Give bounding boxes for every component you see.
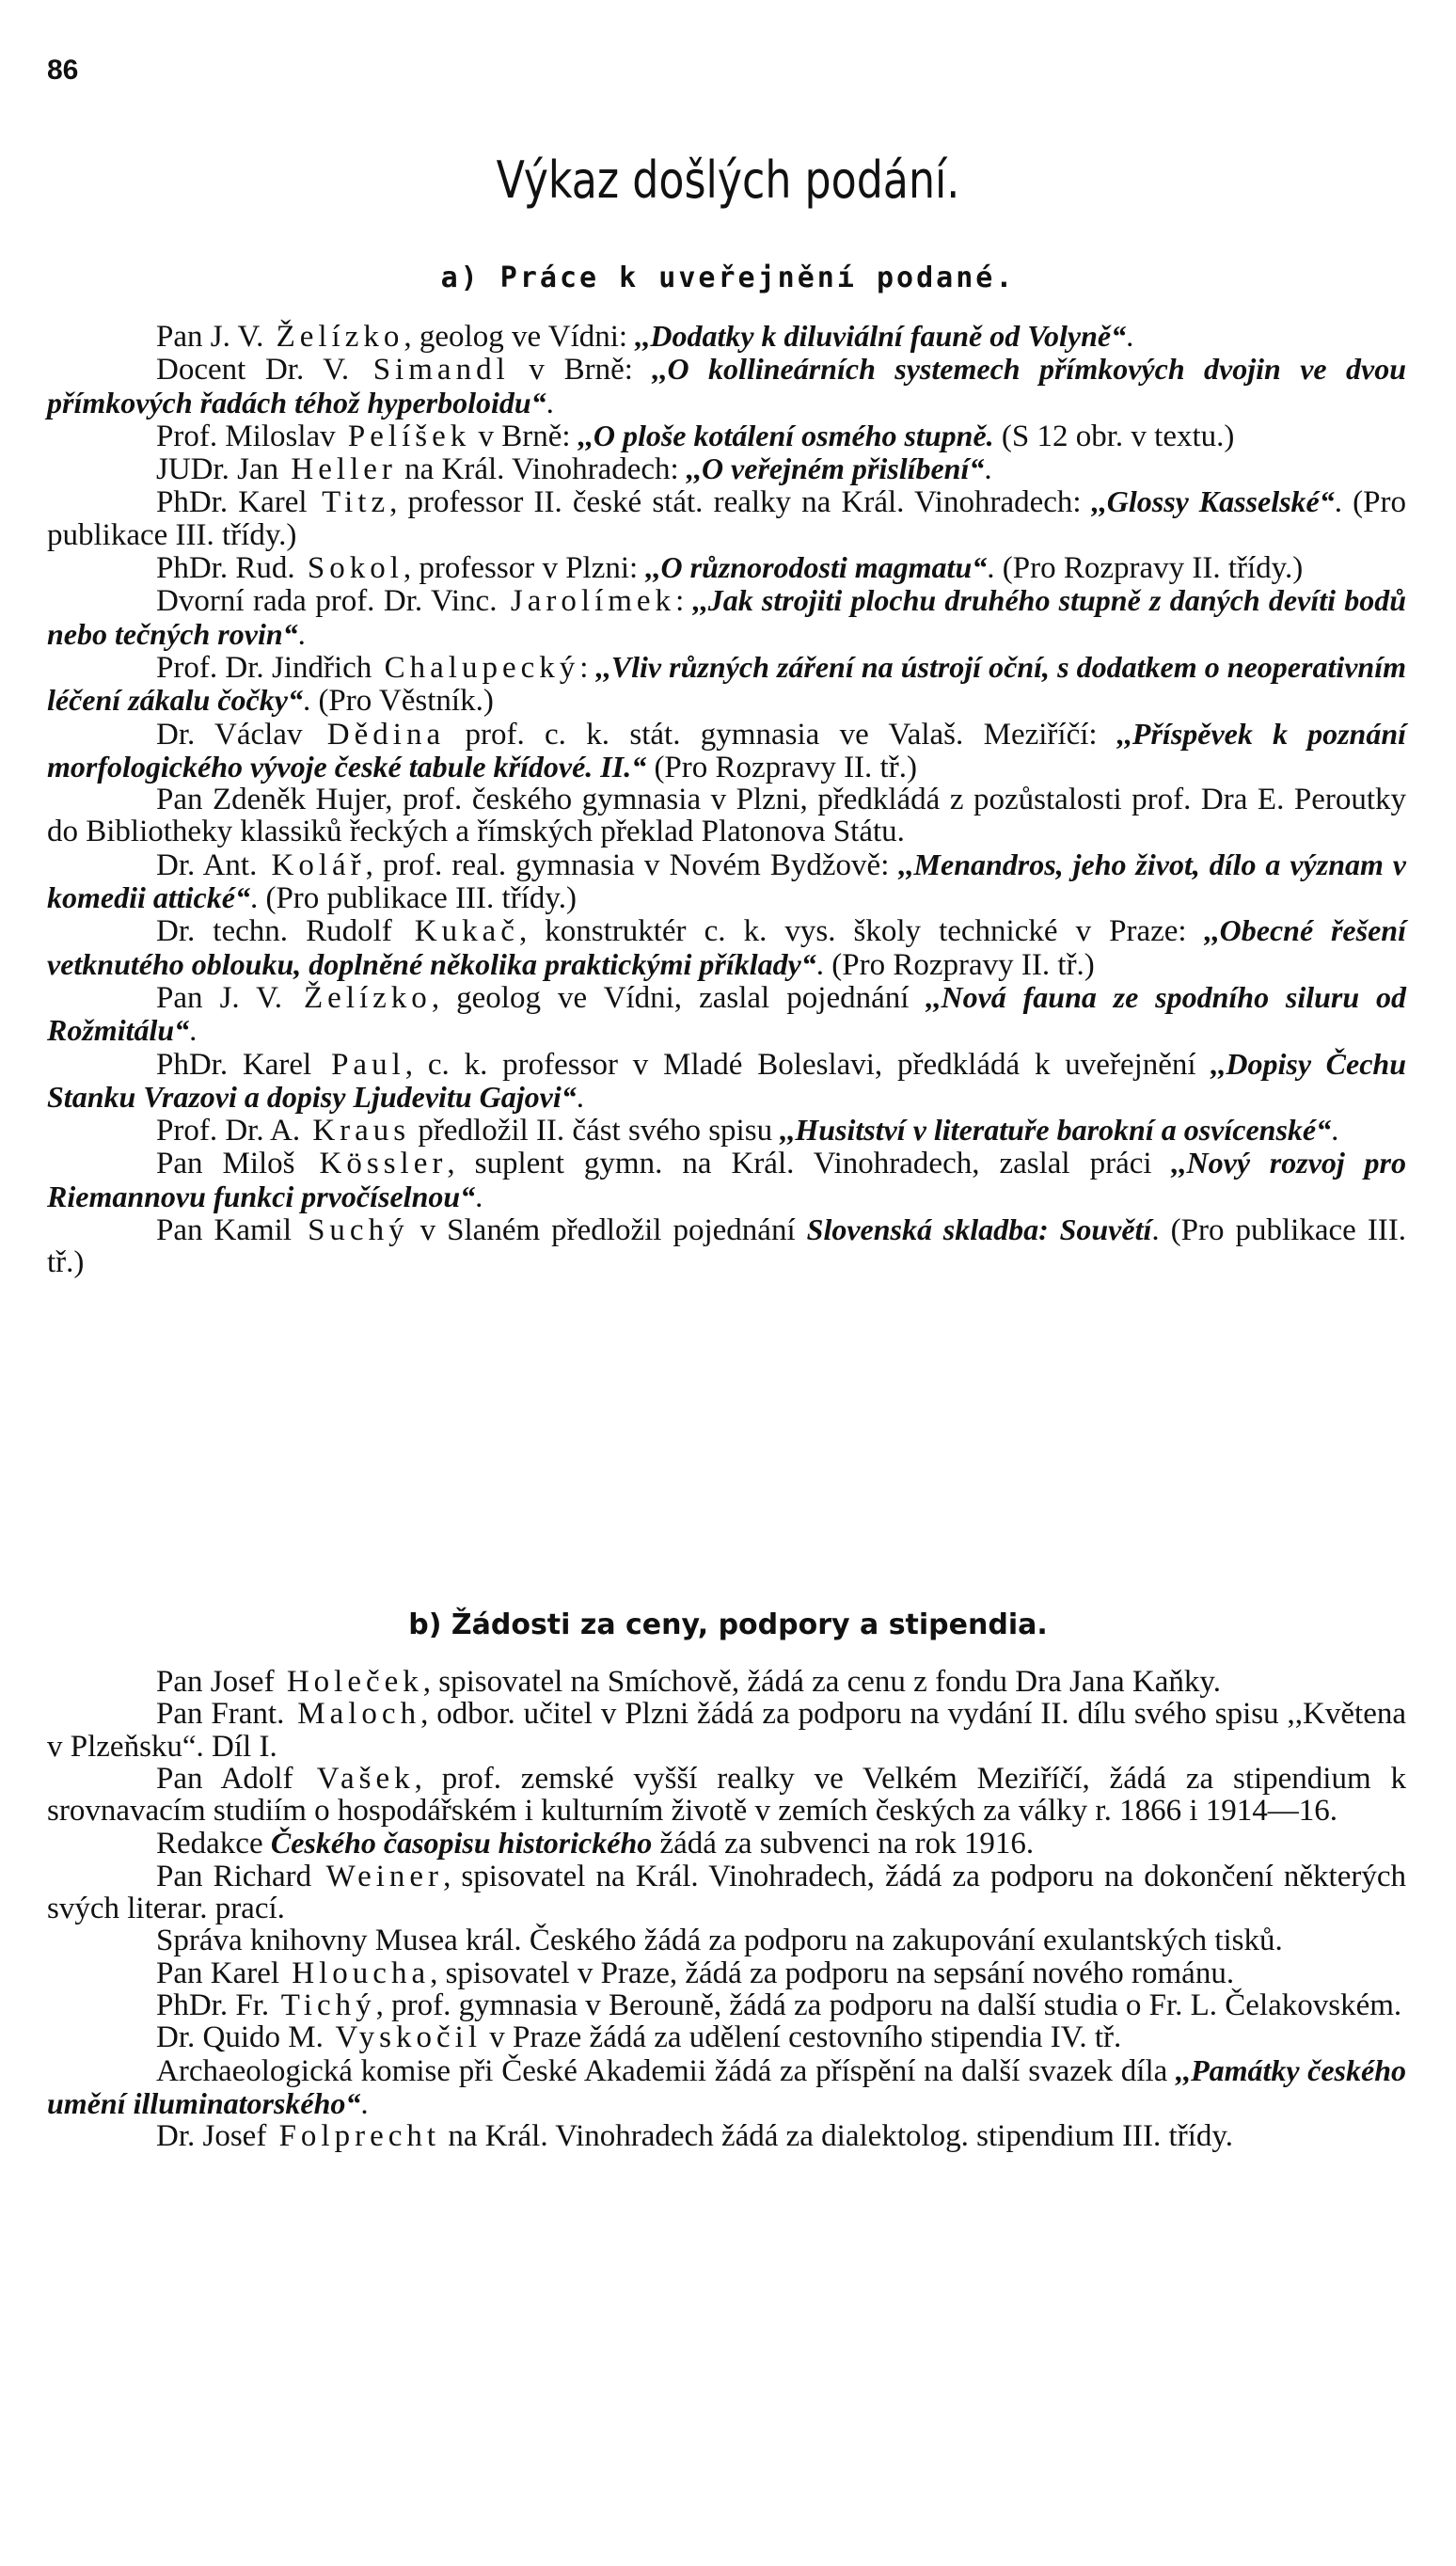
entry: [47, 2120, 1406, 2152]
page-number: 86: [47, 55, 79, 86]
entry-name: Jarolímek: [497, 584, 676, 619]
entry-pre: Dvorní rada prof. Dr. Vinc.: [156, 584, 498, 619]
entry-name: Folprecht: [266, 2119, 441, 2154]
entry-post: . (Pro publikace III. třídy.): [47, 485, 1407, 552]
entry-title: ,,Nový rozvoj pro Riemannovu funkci prvočíselnou“: [47, 1146, 1407, 1213]
entry-pre: PhDr. Karel: [156, 1047, 312, 1082]
entry-title: ,,Husitství v literatuře barokní a osvícenské“: [780, 1113, 1332, 1148]
entry-post: . (Pro Věstník.): [302, 684, 494, 719]
entry-mid: , geolog ve Vídni:: [404, 320, 636, 354]
entry-mid: , prof. gymnasia v Berouně, žádá za podporu na další studia o Fr. L. Čelakovském.: [375, 1988, 1402, 2022]
entry-pre: Redakce: [156, 1827, 271, 1861]
entry-pre: Dr. Ant.: [156, 847, 258, 882]
entry-title: Slovenská skladba: Souvětí: [806, 1212, 1152, 1247]
entry-post: .: [546, 386, 554, 420]
entry-post: .: [1331, 1114, 1339, 1148]
entry-mid: předložil II. část svého spisu: [410, 1114, 781, 1148]
entry-mid: prof. c. k. stát. gymnasia ve Valaš. Meziříčí:: [445, 717, 1117, 752]
entry: [47, 914, 1406, 981]
entry: [47, 551, 1406, 584]
entry-name: Sokol: [294, 551, 404, 586]
entry-mid: :: [579, 650, 596, 685]
entry-pre: Pan Zdeněk Hujer, prof. českého gymnasia v Plzni, předkládá z pozůstalosti prof. Dra E. Peroutky do Bibliotheky klassiků řeckých a římských překlad Platonova Státu.: [47, 783, 1406, 849]
entry-mid: , prof. real. gymnasia v Novém Bydžově:: [365, 847, 899, 882]
entry-mid: , spisovatel na Král. Vinohradech, žádá za podporu na dokončení některých svých literar. prací.: [47, 1859, 1406, 1926]
entry-pre: Dr. Václav: [156, 717, 303, 752]
entry: [47, 1989, 1406, 2021]
entry: [47, 320, 1406, 353]
entry-post: .: [984, 452, 992, 487]
entry-name: Maloch: [284, 1697, 421, 1732]
entry-mid: :: [675, 584, 693, 619]
entry-pre: Prof. Miloslav: [156, 419, 336, 453]
entry-pre: PhDr. Fr.: [156, 1988, 270, 2022]
entry-post: . (Pro Rozpravy II. třídy.): [987, 551, 1304, 586]
entry: [47, 420, 1406, 452]
entry-pre: Prof. Dr. A.: [156, 1114, 301, 1148]
entry: [47, 1827, 1406, 1860]
section-a-heading: a) Práce k uveřejnění podané.: [440, 261, 1016, 294]
entry-name: Weiner: [311, 1859, 444, 1893]
entry-post: .: [576, 1080, 584, 1115]
entry-post: .: [1126, 320, 1134, 354]
entry-pre: Pan Frant.: [156, 1697, 285, 1732]
entry: [47, 718, 1406, 784]
entry-pre: Pan J. V.: [156, 980, 282, 1015]
entry-mid: , c. k. professor v Mladé Boleslavi, předkládá k uveřejnění: [404, 1047, 1211, 1082]
entry: [47, 848, 1406, 915]
entry-mid: , konstruktér c. k. vys. školy technické v Praze:: [518, 914, 1205, 949]
entry: [47, 1666, 1406, 1698]
section-b-heading: b) Žádosti za ceny, podpory a stipendia.: [408, 1608, 1048, 1641]
entry-name: Holeček: [274, 1665, 423, 1699]
entry: [47, 1048, 1406, 1115]
entry-name: Kolář: [257, 847, 366, 882]
entry-mid: v Brně:: [509, 353, 653, 388]
entry-pre: Pan Kamil: [156, 1213, 293, 1248]
entry-mid: na Král. Vinohradech žádá za dialektolog. stipendium III. třídy.: [440, 2119, 1233, 2154]
entry: [47, 485, 1406, 551]
entry-mid: , professor II. české stát. realky na Král. Vinohradech:: [389, 485, 1092, 520]
entry-post: žádá za subvenci na rok 1916.: [652, 1827, 1035, 1861]
entry-mid: , odbor. učitel v Plzni žádá za podporu na vydání II. dílu svého spisu ,,Květena v Plzeňsku“. Díl I.: [47, 1697, 1406, 1764]
entry-post: (Pro Rozpravy II. tř.): [646, 750, 917, 784]
entry-title: ,,Dodatky k diluviální fauně od Volyně“: [635, 319, 1127, 353]
entry: [47, 452, 1406, 485]
entry-name: Kössler: [294, 1147, 448, 1181]
entry-pre: Docent Dr. V.: [156, 353, 350, 388]
entry-mid: , suplent gymn. na Král. Vinohradech, zaslal práci: [447, 1147, 1172, 1181]
entry-post: . (Pro Rozpravy II. tř.): [815, 947, 1095, 982]
entry-mid: , geolog ve Vídni, zaslal pojednání: [431, 980, 926, 1015]
entry-mid: , professor v Plzni:: [403, 551, 646, 586]
entry-pre: Pan Karel: [156, 1956, 280, 1990]
entry-name: Želízko: [263, 320, 404, 354]
entry-title: ,,Nová fauna ze spodního siluru od Rožmitálu“: [47, 979, 1406, 1048]
entry: [47, 353, 1406, 420]
entry-mid: v Slaném předložil pojednání: [408, 1213, 807, 1248]
entry-name: Kraus: [300, 1114, 411, 1148]
entry-name: Suchý: [292, 1213, 409, 1248]
section-a-entries: [47, 320, 1406, 1279]
entry: [47, 1957, 1406, 1989]
entry-name: Tichý: [269, 1988, 376, 2022]
entry-title: ,,Glossy Kasselské“: [1091, 484, 1335, 519]
entry-name: Paul: [311, 1047, 405, 1082]
entry-pre: Prof. Dr. Jindřich: [156, 650, 372, 685]
entry-pre: JUDr. Jan: [156, 452, 279, 487]
entry-name: Kukač: [391, 914, 519, 949]
entry: [47, 1213, 1406, 1279]
page-title: Výkaz došlých podání.: [496, 150, 960, 210]
entry-title: ,,O kollineárních systemech přímkových dvojin ve dvou přímkových řadách téhož hyperboloidu“: [47, 352, 1407, 420]
entry-title: ,,O různorodosti magmatu“: [645, 550, 988, 585]
entry-name: Simandl: [349, 353, 510, 388]
entry-title: ,,Dopisy Čechu Stanku Vrazovi a dopisy Ljudevitu Gajovi“: [47, 1046, 1407, 1114]
entry-pre: Dr. techn. Rudolf: [156, 914, 392, 949]
entry-title: ,,O ploše kotálení osmého stupně.: [578, 418, 994, 452]
entry: [47, 1861, 1406, 1925]
entry-post: .: [475, 1180, 483, 1214]
entry-mid: , spisovatel na Smíchově, žádá za cenu z fondu Dra Jana Kaňky.: [422, 1665, 1222, 1699]
entry-pre: Pan Richard: [156, 1859, 312, 1893]
entry-mid: v Brně:: [470, 419, 578, 453]
entry-pre: Pan J. V.: [156, 320, 264, 354]
entry-mid: , spisovatel v Praze, žádá za podporu na sepsání nového románu.: [430, 1956, 1235, 1990]
entry-title: ,,Jak strojiti plochu druhého stupně z daných devíti bodů nebo tečných rovin“: [47, 583, 1407, 651]
entry-mid: , prof. zemské vyšší realky ve Velkém Meziříčí, žádá za stipendium k srovnavacím studiím o hospodářském i kulturním životě v zemích českých za války r. 1866 i 1914—16.: [47, 1761, 1406, 1829]
entry-title: ,,Obecné řešení vetknutého oblouku, doplněné několika praktickými příklady“: [47, 913, 1406, 981]
entry-post: . (Pro publikace III. tř.): [47, 1213, 1407, 1280]
entry-title: ,,Památky českého umění illuminatorského“: [47, 2052, 1407, 2120]
entry-name: Želízko: [281, 980, 432, 1015]
entry-name: Titz: [307, 485, 390, 520]
entry-title: ,,Příspěvek k poznání morfologického vývoje české tabule křídové. II.“: [47, 716, 1407, 784]
entry: [47, 584, 1406, 651]
entry-name: Chalupecký: [372, 650, 580, 685]
entry-name: Vašek: [293, 1761, 415, 1796]
section-b-entries: [47, 1666, 1406, 2152]
entry-post: .: [360, 2086, 369, 2121]
entry-title: ,,Vliv různých záření na ústrojí oční, s dodatkem o neoperativním léčení zákalu čočky“: [47, 649, 1407, 718]
entry-pre: PhDr. Rud.: [156, 551, 295, 586]
entry-post: .: [189, 1014, 198, 1049]
entry-pre: Pan Josef: [156, 1665, 275, 1699]
entry: [47, 1114, 1406, 1147]
entry-pre: Pan Miloš: [156, 1147, 295, 1181]
entry-pre: Správa knihovny Musea král. Českého žádá za podporu na zakupování exulantských tisků.: [156, 1924, 1283, 1958]
entry-name: Vyskočil: [323, 2020, 482, 2055]
entry: [47, 1924, 1406, 1956]
entry-title: ,,O veřejném přislíbení“: [686, 451, 985, 486]
entry-post: .: [297, 617, 306, 652]
entry: [47, 981, 1406, 1048]
entry-post: (S 12 obr. v textu.): [993, 419, 1235, 453]
entry-title: ,,Menandros, jeho život, dílo a význam v komedii attické“: [47, 847, 1406, 915]
entry-mid: na Král. Vinohradech:: [396, 452, 687, 487]
entry-post: . (Pro publikace III. třídy.): [249, 881, 577, 916]
entry: [47, 1147, 1406, 1213]
entry-pre: Pan Adolf: [156, 1761, 293, 1796]
entry: [47, 1698, 1406, 1763]
entry-name: Dědina: [302, 717, 446, 752]
entry-pre: Dr. Quido M.: [156, 2020, 324, 2055]
entry: [47, 784, 1406, 848]
entry-pre: Archaeologická komise při České Akademii žádá za příspění na další svazek díla: [156, 2053, 1177, 2088]
entry: [47, 1763, 1406, 1828]
entry-pre: Dr. Josef: [156, 2119, 267, 2154]
entry: [47, 651, 1406, 718]
entry: [47, 2054, 1406, 2121]
entry-name: Hloucha: [279, 1956, 431, 1990]
entry-pre: PhDr. Karel: [156, 485, 308, 520]
entry-title: Českého časopisu historického: [270, 1826, 653, 1861]
entry: [47, 2021, 1406, 2053]
entry-name: Heller: [278, 452, 397, 487]
entry-name: Pelíšek: [335, 419, 471, 453]
entry-mid: v Praze žádá za udělení cestovního stipendia IV. tř.: [482, 2020, 1122, 2055]
